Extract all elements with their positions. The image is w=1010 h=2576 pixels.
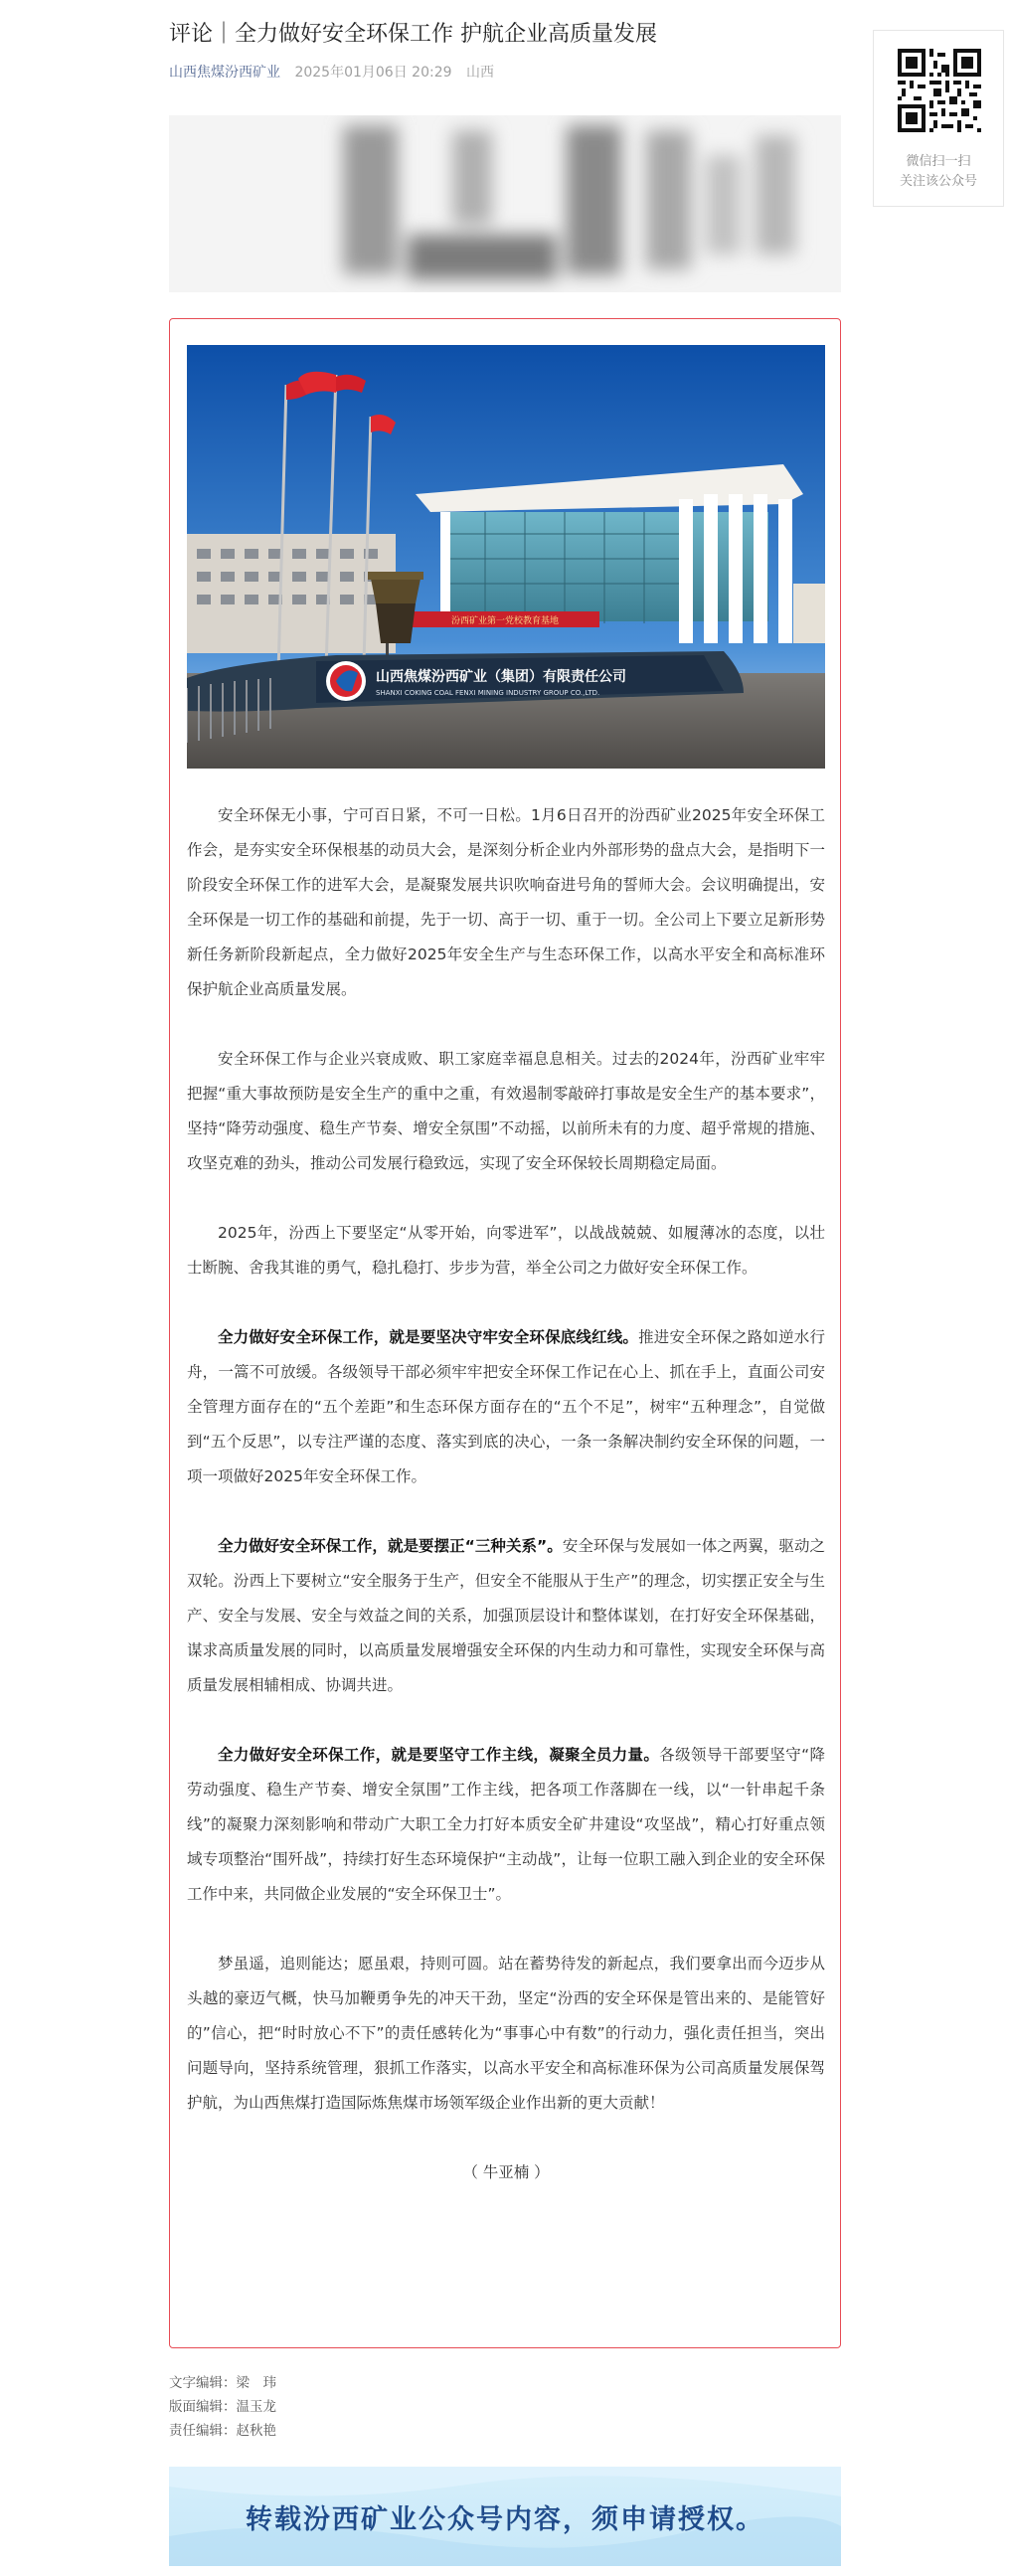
copyright-text: 转载汾西矿业公众号内容，须申请授权。 (246, 2503, 764, 2535)
qr-caption (874, 152, 1003, 192)
qr-code (898, 49, 981, 132)
paragraph-text: 安全环保与发展如一体之两翼，驱动之双轮。汾西上下要树立“安全服务于生产，但安全不能服从于生产”的理念，切实摆正安全与生产、安全与发展、安全与效益之间的关系，加强顶层设计和整体谋划，在打好安全环保基础，谋求高质量发展的同时，以高质量发展增强安全环保的内生动力和可靠性，实现安全环保与高质量发展相辅相成、协调共进。 (187, 1537, 825, 1694)
qr-caption-line2: 关注该公众号 (899, 174, 977, 189)
paragraph (187, 1320, 825, 1494)
copyright-banner (169, 2467, 841, 2566)
article-frame (169, 318, 841, 2348)
account-name-link[interactable]: 山西焦煤汾西矿业 (169, 65, 280, 81)
qr-follow-box[interactable] (873, 30, 1004, 207)
qr-caption-line1: 微信扫一扫 (906, 154, 971, 169)
paragraph-lead: 全力做好安全环保工作，就是要坚守工作主线，凝聚全员力量。 (218, 1746, 660, 1764)
header-banner-image (169, 115, 841, 292)
sign-text: 山西焦煤汾西矿业（集团）有限责任公司 (376, 669, 626, 685)
paragraph: 安全环保无小事，宁可百日紧，不可一日松。1月6日召开的汾西矿业2025年安全环保工作会，是夯实安全环保根基的动员大会，是深刻分析企业内外部形势的盘点大会，是指明下一阶段安全环保工作的进军大会，是凝聚发展共识吹响奋进号角的誓师大会。会议明确提出，安全环保是一切工作的基础和前提，先于一切、高于一切、重于一切。全公司上下要立足新形势新任务新阶段新起点，全力做好2025年安全生产与生态环保工作，以高水平安全和高标准环保护航企业高质量发展。 (187, 806, 825, 998)
paragraph-text: 各级领导干部要坚守“降劳动强度、稳生产节奏、增安全氛围”工作主线，把各项工作落脚在一线，以“一针串起千条线”的凝聚力深刻影响和带动广大职工全力打好本质安全矿井建设“攻坚战”，精心打好重点领域专项整治“围歼战”，持续打好生态环境保护“主动战”，让每一位职工融入到企业的安全环保工作中来，共同做企业发展的“安全环保卫士”。 (187, 1746, 825, 1903)
article-photo (187, 345, 825, 769)
building-banner-text: 汾西矿业第一党校教育基地 (450, 616, 560, 626)
paragraph: 梦虽遥，追则能达；愿虽艰，持则可圆。站在蓄势待发的新起点，我们要拿出而今迈步从头越的豪迈气概，快马加鞭勇争先的冲天干劲，坚定“汾西的安全环保是管出来的、是能管好的”信心，把“时时放心不下”的责任感转化为“事事心中有数”的行动力，强化责任担当，突出问题导向，坚持系统管理，狠抓工作落实，以高水平安全和高标准环保为公司高质量发展保驾护航，为山西焦煤打造国际炼焦煤市场领军级企业作出新的更大贡献！ (187, 1955, 825, 2112)
sign-text-en: SHANXI COKING COAL FENXI MINING INDUSTRY GROUP CO.,LTD. (376, 689, 600, 697)
paragraph: 安全环保工作与企业兴衰成败、职工家庭幸福息息相关。过去的2024年，汾西矿业牢牢把握“重大事故预防是安全生产的重中之重，有效遏制零敲碎打事故是安全生产的基本要求”，坚持“降劳动强度、稳生产节奏、增安全氛围”不动摇，以前所未有的力度、超乎常规的措施、攻坚克难的劲头，推动公司发展行稳致远，实现了安全环保较长周期稳定局面。 (187, 1050, 825, 1172)
paragraph (187, 1738, 825, 1912)
layout-editor: 版面编辑：温玉龙 (169, 2399, 276, 2415)
article-meta (169, 62, 494, 84)
author-signature: （ 牛亚楠 ） (462, 2163, 550, 2181)
chief-editor: 责任编辑：赵秋艳 (169, 2423, 276, 2439)
article-title: 评论｜全力做好安全环保工作 护航企业高质量发展 (169, 22, 657, 47)
paragraph-text: 推进安全环保之路如逆水行舟，一篙不可放缓。各级领导干部必须牢牢把安全环保工作记在心上、抓在手上，直面公司安全管理方面存在的“五个差距”和生态环保方面存在的“五个不足”，树牢“五种理念”，自觉做到“五个反思”，以专注严谨的态度、落实到底的决心，一条一条解决制约安全环保的问题，一项一项做好2025年安全环保工作。 (187, 1328, 825, 1485)
paragraph: 2025年，汾西上下要坚定“从零开始，向零进军”，以战战兢兢、如履薄冰的态度，以壮士断腕、舍我其谁的勇气，稳扎稳打、步步为营，举全公司之力做好安全环保工作。 (187, 1224, 825, 1277)
article-body (187, 798, 825, 2225)
paragraph-lead: 全力做好安全环保工作，就是要坚决守牢安全环保底线红线。 (218, 1328, 639, 1346)
editor-credits (169, 2371, 276, 2443)
paragraph (187, 1529, 825, 1703)
paragraph-lead: 全力做好安全环保工作，就是要摆正“三种关系”。 (218, 1537, 563, 1555)
publish-location: 山西 (465, 65, 494, 81)
text-editor: 文字编辑：梁 玮 (169, 2375, 276, 2391)
publish-date: 2025年01月06日 20:29 (294, 65, 452, 81)
